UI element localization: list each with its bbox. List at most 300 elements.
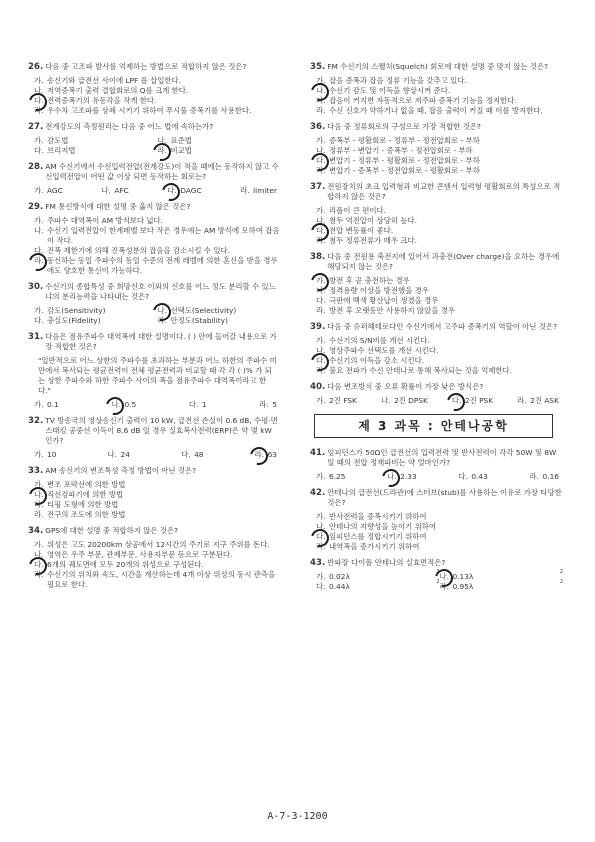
question-header	[310, 382, 563, 392]
option-marker: 가.	[316, 512, 326, 521]
answer-option[interactable]	[34, 316, 158, 326]
option-marker: 라.	[316, 106, 326, 115]
question-text: 안테나의 급전선(드라관)에 스터브(stub)를 사용하는 이유로 가장 타당한 것은?	[327, 488, 562, 507]
question-text: 수신기의 종합특성 중 희망신호 이외의 신호를 어느 정도 분리할 수 있느냐의 분리능력을 나타내는 것은?	[45, 282, 276, 301]
question-text: TV 방송국의 영상송신기 출력이 10 kW, 급전선 손실이 0.6 dB, 수평·면 스태킹 공중선 이득이 8.6 dB 일 경우 실효복사전력(ERP)은 약 몇 kW 인가?	[45, 416, 278, 445]
option-text: 0.13λ	[452, 572, 474, 581]
answer-option[interactable]	[28, 246, 281, 256]
answer-option[interactable]	[310, 286, 563, 296]
answer-options	[310, 472, 563, 482]
page-footer: A-7-3-1200	[267, 811, 328, 822]
option-marker: 라.	[316, 542, 326, 551]
option-marker: 나.	[34, 490, 44, 499]
option-text: 수신 신호가 약하거나 없을 때, 잡음 출력이 커질 때 이를 방지한다.	[329, 106, 543, 115]
answer-option[interactable]	[259, 400, 277, 410]
superscript: 2	[559, 579, 563, 585]
option-marker: 가.	[316, 336, 326, 345]
answer-options	[310, 206, 563, 246]
answer-option[interactable]	[310, 346, 563, 356]
option-marker: 가.	[34, 540, 44, 549]
answer-option[interactable]	[28, 560, 281, 570]
question-text: 전계강도의 측정원리는 다음 중 어느 법에 속하는가?	[45, 122, 214, 131]
question-header	[28, 332, 281, 352]
option-marker: 나.	[316, 346, 326, 355]
answer-option[interactable]	[310, 522, 563, 532]
answer-options	[28, 540, 281, 590]
option-text: 전구의 조도에 의한 방법	[47, 510, 126, 519]
option-text: 감도법	[47, 136, 69, 145]
option-text: 충실도(Fidelity)	[47, 316, 101, 325]
option-marker: 나.	[34, 226, 44, 235]
option-text: 전압 변동률이 좋다.	[329, 226, 394, 235]
question-number: 40.	[310, 382, 326, 392]
option-text: 수신기의 위치와 속도, 시간을 계산하는데 4개 이상 위성의 동시 관측을 필요로 한다.	[47, 570, 276, 589]
answer-options	[28, 136, 281, 156]
question-header	[28, 122, 281, 132]
answer-option[interactable]	[310, 532, 563, 542]
question-31	[28, 332, 281, 410]
option-text: 방전 후 곧 충전하는 경우	[329, 276, 410, 285]
superscript: 2	[436, 579, 440, 585]
option-text: 진폭 제한기에 의해 진폭성분의 잡음을 감소시킬 수 있다.	[47, 246, 231, 255]
option-text: 위성은 고도 20200km 상공에서 12시간의 주기로 지구 주위를 돈다.	[47, 540, 270, 549]
answer-option[interactable]	[28, 256, 281, 276]
option-marker: 나.	[439, 572, 449, 581]
option-text: 변압기 - 증폭부 - 정전압회로 - 평활회로 - 부하	[329, 166, 480, 175]
option-marker: 다.	[316, 226, 326, 235]
answer-option[interactable]	[310, 136, 563, 146]
answer-options	[28, 186, 281, 196]
option-marker: 라.	[254, 450, 265, 459]
option-text: 송신기와 급전선 사이에 LPF 를 삽입한다.	[47, 76, 182, 85]
option-marker: 다.	[316, 356, 326, 365]
option-text: 표준법	[170, 136, 192, 145]
question-text: 다음 중 정류회로의 구성으로 가장 적합한 것은?	[327, 122, 481, 131]
superscript: 2	[559, 569, 563, 575]
answer-option[interactable]	[387, 472, 416, 482]
answer-option[interactable]	[28, 480, 281, 490]
pen-answer-mark	[159, 180, 184, 205]
question-number: 34.	[28, 526, 44, 536]
option-text: 저역증폭기 출력 결합회로의 Q를 크게 한다.	[47, 86, 189, 95]
option-marker: 라.	[34, 106, 44, 115]
answer-option[interactable]	[310, 512, 563, 522]
answer-option[interactable]	[316, 569, 440, 582]
option-text: 63	[267, 450, 277, 459]
option-marker: 가.	[316, 276, 326, 285]
answer-options	[310, 136, 563, 176]
option-text: 0.16	[542, 472, 559, 481]
answer-option[interactable]	[28, 510, 281, 520]
option-marker: 라.	[316, 236, 326, 245]
answer-option[interactable]	[167, 186, 201, 196]
question-39	[310, 322, 563, 376]
question-number: 29.	[28, 202, 44, 212]
question-28	[28, 162, 281, 196]
question-43	[310, 558, 563, 592]
question-number: 31.	[28, 332, 44, 342]
answer-options	[310, 396, 563, 406]
option-marker: 다.	[316, 96, 326, 105]
option-marker: 라.	[316, 166, 326, 175]
option-text: AFC	[114, 186, 129, 195]
answer-option[interactable]	[310, 306, 563, 316]
answer-option[interactable]	[310, 366, 563, 376]
answer-option[interactable]	[310, 76, 563, 86]
answer-option[interactable]	[28, 76, 281, 86]
answer-option[interactable]	[316, 472, 345, 482]
option-text: 0.44λ	[329, 582, 350, 591]
option-marker: 라.	[439, 582, 449, 591]
option-marker: 라.	[34, 570, 44, 579]
answer-option[interactable]	[34, 186, 63, 196]
question-header	[28, 466, 281, 476]
option-marker: 다.	[316, 296, 326, 305]
option-text: 직선검파기에 의한 방법	[47, 490, 124, 499]
answer-option[interactable]	[310, 166, 563, 176]
question-header	[310, 252, 563, 272]
option-marker: 나.	[34, 550, 44, 559]
answer-option[interactable]	[111, 400, 136, 410]
question-text: AM 수신기에서 수신입력전압(전계강도)이 적을 때에는 동작하지 않고 수신입력전압이 어떤 값 이상 되면 동작하는 회로는?	[45, 162, 279, 181]
answer-option[interactable]	[28, 490, 281, 500]
option-text: 리플이 큰 편이다.	[329, 206, 387, 215]
question-41	[310, 448, 563, 482]
answer-option[interactable]	[310, 146, 563, 156]
option-marker: 가.	[34, 306, 44, 315]
answer-option[interactable]	[28, 550, 281, 560]
option-text: 내역폭을 증가시키기 위하여	[329, 542, 420, 551]
answer-option[interactable]	[310, 226, 563, 236]
question-text: AM 송신기의 변조특성 측정 방법이 아닌 것은?	[45, 466, 197, 475]
option-marker: 다.	[167, 186, 177, 195]
answer-option[interactable]	[34, 136, 158, 146]
question-text: FM 통신방식에 대한 설명 중 옳지 않은 것은?	[45, 202, 191, 211]
question-30	[28, 282, 281, 326]
option-marker: 다.	[451, 396, 462, 405]
question-number: 30.	[28, 282, 44, 292]
option-text: 24	[120, 450, 130, 459]
answer-option[interactable]	[310, 276, 563, 286]
answer-option[interactable]	[34, 450, 56, 460]
answer-option[interactable]	[28, 86, 281, 96]
answer-option[interactable]	[310, 542, 563, 552]
question-header	[28, 202, 281, 212]
answer-option[interactable]	[28, 96, 281, 106]
answer-options	[28, 216, 281, 276]
question-number: 38.	[310, 252, 326, 262]
option-marker: 가.	[34, 480, 44, 489]
option-marker: 나.	[316, 146, 326, 155]
option-text: 2진 ASK	[530, 396, 559, 405]
answer-options	[310, 569, 563, 592]
option-marker: 나.	[316, 216, 326, 225]
question-header	[310, 322, 563, 332]
option-marker: 라.	[517, 396, 527, 405]
answer-option[interactable]	[458, 472, 487, 482]
answer-options	[28, 450, 281, 460]
pen-answer-mark	[379, 466, 404, 491]
option-text: 극판에 백색 황산납이 생겼을 경우	[329, 296, 439, 305]
option-text: 변조 포락선에 의한 방법	[47, 480, 126, 489]
option-marker: 라.	[316, 366, 326, 375]
option-text: 1	[201, 400, 207, 409]
question-40	[310, 382, 563, 406]
answer-option[interactable]	[158, 146, 282, 156]
option-text: 증폭부 - 평활회로 - 정류부 - 정전압회로 - 부하	[329, 136, 480, 145]
option-text: 방전 후 오랫동안 사용하지 않았을 경우	[329, 306, 455, 315]
question-number: 35.	[310, 62, 326, 72]
question-header	[310, 488, 563, 508]
answer-options	[28, 306, 281, 326]
answer-option[interactable]	[310, 236, 563, 246]
answer-option[interactable]	[158, 316, 282, 326]
option-text: 전력증폭기의 유동각을 작게 한다.	[47, 96, 157, 105]
option-text: 잡음 증폭과 잡음 정류 기능을 갖추고 있다.	[329, 76, 467, 85]
question-text: FM 수신기의 스퀠치(Squelch) 회로에 대한 설명 중 맞지 않는 것은?	[327, 62, 549, 71]
option-text: 첨두 정류전류가 매우 크다.	[329, 236, 417, 245]
question-header	[28, 62, 281, 72]
option-text: 2진 FSK	[329, 396, 357, 405]
question-number: 39.	[310, 322, 326, 332]
option-marker: 라.	[259, 400, 269, 409]
option-marker: 나.	[316, 286, 326, 295]
answer-option[interactable]	[28, 106, 281, 116]
option-marker: 나.	[111, 400, 121, 409]
option-text: 잡음이 커지면 자동적으로 저주파 증폭기 기능을 정지한다.	[329, 96, 517, 105]
question-34	[28, 526, 281, 590]
pen-answer-mark	[444, 390, 469, 415]
option-text: 0.5	[124, 400, 137, 409]
answer-option[interactable]	[181, 450, 203, 460]
option-marker: 다.	[316, 532, 326, 541]
option-marker: 가.	[316, 76, 326, 85]
option-marker: 나.	[101, 186, 111, 195]
option-marker: 다.	[34, 316, 44, 325]
question-text: 다음 변조방식 중 오류 확률이 가장 낮은 방식은?	[327, 382, 484, 391]
answer-option[interactable]	[530, 472, 559, 482]
question-text: GPS에 대한 설명 중 적합하지 않은 것은?	[45, 526, 179, 535]
answer-option[interactable]	[439, 569, 564, 582]
answer-option[interactable]	[28, 570, 281, 590]
question-header	[28, 526, 281, 536]
answer-option[interactable]	[34, 146, 158, 156]
question-header	[28, 282, 281, 302]
option-text: 변압기 - 정류부 - 평활회로 - 정전압회로 - 부하	[329, 156, 480, 165]
question-header	[310, 62, 563, 72]
question-32	[28, 416, 281, 460]
question-header	[310, 122, 563, 132]
answer-option[interactable]	[439, 579, 564, 592]
option-text: 첨두 역전압이 상당히 높다.	[329, 216, 417, 225]
option-text: 선택도(Selectivity)	[170, 306, 237, 315]
question-group-3	[310, 448, 563, 592]
option-marker: 다.	[316, 156, 326, 165]
option-text: 수신기의 이득을 감소 시킨다.	[329, 356, 425, 365]
question-26	[28, 62, 281, 116]
option-marker: 다.	[188, 400, 199, 409]
option-text: 정류부 - 변압기 - 증폭부 - 정전압회로 - 부하	[329, 146, 473, 155]
answer-options	[310, 276, 563, 316]
option-text: 비교법	[170, 146, 192, 155]
answer-option[interactable]	[517, 396, 559, 406]
option-marker: 다.	[34, 146, 44, 155]
option-text: 영상주파수 선택도를 개선 시킨다.	[329, 346, 439, 355]
answer-option[interactable]	[34, 306, 158, 316]
option-text: 정격용량 이상을 방전했을 경우	[329, 286, 429, 295]
question-header	[310, 448, 563, 468]
answer-options	[28, 76, 281, 116]
answer-option[interactable]	[310, 206, 563, 216]
answer-option[interactable]	[28, 216, 281, 226]
question-29	[28, 202, 281, 276]
option-marker: 다.	[316, 582, 326, 591]
option-text: 48	[194, 450, 204, 459]
question-header	[310, 182, 563, 202]
option-marker: 다.	[34, 246, 44, 255]
option-text: 수신기 감도 및 이득을 향상시켜 준다.	[329, 86, 451, 95]
option-text: 0.02λ	[329, 572, 350, 581]
question-header	[28, 162, 281, 182]
option-marker: 나.	[34, 86, 44, 95]
option-marker: 가.	[316, 396, 326, 405]
question-group-2	[310, 62, 563, 406]
option-marker: 다.	[34, 96, 44, 105]
answer-option[interactable]	[310, 336, 563, 346]
option-text: 2진 DPSK	[393, 396, 428, 405]
question-text: 전원장치의 초크 입력형과 비교한 콘덴서 입력형 평활회로의 특성으로 적합하지 않은 것은?	[327, 182, 561, 201]
option-marker: 나.	[316, 522, 326, 531]
answer-option[interactable]	[28, 226, 281, 246]
answer-option[interactable]	[310, 296, 563, 306]
option-text: 0.95λ	[452, 582, 474, 591]
option-marker: 가.	[34, 450, 44, 459]
question-text: 반파장 다이폴 안테나의 실효면적은?	[327, 558, 446, 567]
option-text: 동신하는 동일 주파수의 동일 수준의 전계 레벨에 의한 혼신을 받을 경우에도 양호한 통신이 가능하다.	[47, 256, 278, 275]
option-marker: 가.	[34, 186, 44, 195]
option-marker: 가.	[316, 136, 326, 145]
option-marker: 가.	[34, 76, 44, 85]
answer-option[interactable]	[316, 396, 357, 406]
answer-option[interactable]	[381, 396, 428, 406]
answer-option[interactable]	[310, 106, 563, 116]
answer-options	[310, 76, 563, 116]
option-marker: 가.	[316, 206, 326, 215]
option-text: 영역은 우주 부문, 관제부문, 사용자부문 등으로 구분된다.	[47, 550, 233, 559]
option-marker: 가.	[34, 136, 44, 145]
question-38	[310, 252, 563, 316]
option-text: 브리지법	[47, 146, 76, 155]
option-marker: 나.	[157, 306, 167, 315]
question-37	[310, 182, 563, 246]
answer-option[interactable]	[189, 400, 207, 410]
answer-option[interactable]	[310, 216, 563, 226]
option-text: 우수차 고조파를 상쇄 시키기 위하여 푸시풀 증폭기를 사용한다.	[47, 106, 252, 115]
question-number: 37.	[310, 182, 326, 192]
option-text: AGC	[47, 186, 63, 195]
question-text: 다음 중 슈퍼헤테로다인 수신기에서 고주파 증폭기의 역할이 아닌 것은?	[327, 322, 557, 331]
option-text: 감도(Sensitivity)	[47, 306, 106, 315]
answer-option[interactable]	[158, 136, 282, 146]
question-number: 28.	[28, 162, 44, 172]
option-text: 2.33	[400, 472, 417, 481]
option-marker: 가.	[34, 216, 44, 225]
option-marker: 나.	[380, 396, 391, 405]
option-text: 2진 PSK	[464, 396, 494, 405]
question-27	[28, 122, 281, 156]
right-question-column	[310, 62, 563, 598]
question-number: 43.	[310, 558, 326, 568]
option-text: 주파수 대역폭이 AM 방식보다 넓다.	[47, 216, 163, 225]
answer-options	[28, 400, 281, 410]
option-marker: 라.	[157, 316, 167, 325]
answer-option[interactable]	[101, 186, 128, 196]
option-marker: 나.	[157, 136, 167, 145]
question-42	[310, 488, 563, 552]
option-marker: 라.	[529, 472, 540, 481]
option-text: 불요 전파가 수신 안테나로 통해 복사되는 것을 억제한다.	[329, 366, 513, 375]
option-marker: 가.	[316, 472, 326, 481]
question-number: 33.	[28, 466, 44, 476]
option-text: 반사전력을 증폭시키기 위하여	[329, 512, 427, 521]
answer-option[interactable]	[34, 400, 59, 410]
option-marker: 다.	[34, 500, 44, 509]
option-marker: 라.	[34, 256, 44, 265]
question-36	[310, 122, 563, 176]
question-header	[310, 558, 563, 568]
section-title: 제 3 과목 : 안테나공학	[314, 414, 553, 438]
question-number: 32.	[28, 416, 44, 426]
answer-option[interactable]	[108, 450, 130, 460]
answer-option[interactable]	[158, 306, 282, 316]
answer-option[interactable]	[28, 500, 281, 510]
option-marker: 라.	[316, 306, 326, 315]
answer-option[interactable]	[316, 579, 440, 592]
answer-option[interactable]	[310, 86, 563, 96]
option-text: DAGC	[180, 186, 202, 195]
answer-option[interactable]	[28, 540, 281, 550]
question-number: 36.	[310, 122, 326, 132]
question-number: 41.	[310, 448, 326, 458]
question-text: 다음은 점유주파수 대역폭에 대한 설명이다. ( ) 안에 들어갈 내용으로 가장 적합한 것은?	[45, 332, 277, 351]
question-text: 임피던스가 50Ω인 급전선의 입력전력 및 반사전력이 각각 50W 및 8W 일 때의 전압 정재파비는 약 얼마인가?	[327, 448, 557, 467]
answer-option[interactable]	[255, 450, 277, 460]
option-marker: 가.	[316, 572, 326, 581]
answer-option[interactable]	[310, 96, 563, 106]
answer-option[interactable]	[310, 356, 563, 366]
option-marker: 가.	[34, 400, 44, 409]
question-number: 27.	[28, 122, 44, 132]
question-33	[28, 466, 281, 520]
option-text: 6개의 궤도면에 모두 20개의 위성으로 구성된다.	[47, 560, 204, 569]
question-text: 다음 중 전원용 축전지에 있어서 과충전(Over charge)을 요하는 경우에 해당되지 않는 것은?	[327, 252, 560, 271]
question-quote: "일반적으로 어느 상한의 주파수를 초과하는 부분과 어느 하한의 주파수 미만에서 복사되는 평균전력이 전체 평균전력과 비교할 때 각 각 ( )% 가 되는 상한 주파수와 하한 주파수 사이의 폭을 점유주파수 대역폭이라고 한다."	[38, 356, 277, 395]
option-text: 안테나의 지향성을 높이기 위하여	[329, 522, 437, 531]
option-text: 티핑 도형에 의한 방법	[47, 500, 119, 509]
question-header	[28, 416, 281, 446]
answer-options	[310, 512, 563, 552]
answer-option[interactable]	[452, 396, 493, 406]
answer-option[interactable]	[310, 156, 563, 166]
option-marker: 나.	[107, 450, 118, 459]
answer-option[interactable]	[240, 186, 277, 196]
option-text: 5	[272, 400, 277, 409]
option-text: 수신기의 S/N비를 개선 시킨다.	[329, 336, 430, 345]
option-text: 안정도(Stability)	[170, 316, 228, 325]
option-marker: 다.	[458, 472, 468, 481]
pen-answer-mark	[103, 394, 128, 419]
option-marker: 라.	[34, 510, 44, 519]
